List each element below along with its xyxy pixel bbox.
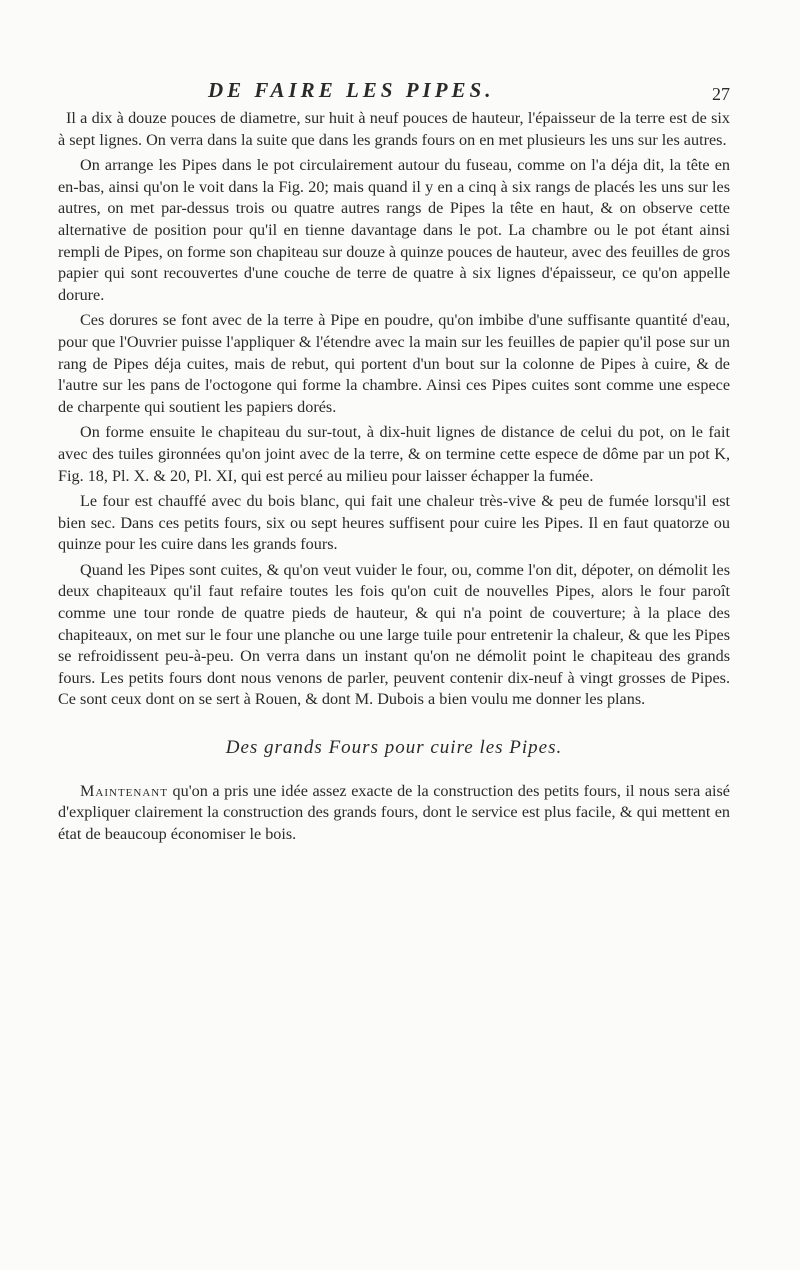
running-title: DE FAIRE LES PIPES. xyxy=(208,78,495,102)
page-number: 27 xyxy=(712,84,730,104)
running-header xyxy=(60,78,730,108)
section-paragraph-text: qu'on a pris une idée assez exacte de la construction des petits fours, il nous sera aisé d'expliquer clairement la construction des grands fours, dont le service est plus facile, & qui mettent en état de beaucoup économiser le bois. xyxy=(58,781,730,843)
section-lead-word: Maintenant xyxy=(80,781,168,800)
paragraph-3: Ces dorures se font avec de la terre à Pipe en poudre, qu'on imbibe d'une suffisante quantité d'eau, pour que l'Ouvrier puisse l'appliquer & l'étendre avec la main sur les feuilles de papier qu'il pose sur un rang de Pipes déja cuites, mais de rebut, qui portent d'un bout sur la colonne de Pipes à cuire, & de l'autre sur les pans de l'octogone qui forme la chambre. Ainsi ces Pipes cuites sont comme une espece de charpente qui soutient les papiers dorés. xyxy=(58,311,730,416)
paragraph-2: On arrange les Pipes dans le pot circulairement autour du fuseau, comme on l'a déja dit, la tête en en-bas, ainsi qu'on le voit dans la Fig. 20; mais quand il y en a cinq à six rangs de placés les uns sur les autres, on met par-dessus trois ou quatre autres rangs de Pipes la tête en haut, & on observe cette alternative de position pour qu'il en tienne davantage dans le pot. La chambre ou le pot étant ainsi rempli de Pipes, on forme son chapiteau sur douze à quinze pouces de hauteur, avec des feuilles de gros papier qui sont recouvertes d'une couche de terre de quatre à six lignes d'épaisseur, ce qu'on appelle dorure. xyxy=(58,156,730,304)
paragraph-4: On forme ensuite le chapiteau du sur-tout, à dix-huit lignes de distance de celui du pot, on le fait avec des tuiles gironnées qu'on joint avec de la terre, & on termine cette espece de dôme par un pot K, Fig. 18, Pl. X. & 20, Pl. XI, qui est percé au milieu pour laisser échapper la fumée. xyxy=(58,423,730,485)
body-text xyxy=(58,108,730,849)
section-heading: Des grands Fours pour cuire les Pipes. xyxy=(225,737,563,759)
paragraph-6: Quand les Pipes sont cuites, & qu'on veut vuider le four, ou, comme l'on dit, dépoter, on démolit les deux chapiteaux qu'il faut refaire toutes les fois qu'on cuit de nouvelles Pipes, alors le four paroît comme une tour ronde de quatre pieds de hauteur, & qui n'a point de couverture; à la place des chapiteaux, on met sur le four une planche ou une large tuile pour entretenir la chaleur, & que les Pipes se refroidissent peu-à-peu. On verra dans un instant qu'on ne démolit point le chapiteau des grands fours. Les petits fours dont nous venons de parler, peuvent contenir dix-neuf à vingt grosses de Pipes. Ce sont ceux dont on se sert à Rouen, & dont M. Dubois a bien voulu me donner les plans. xyxy=(58,560,730,709)
paragraph-1: Il a dix à douze pouces de diametre, sur huit à neuf pouces de hauteur, l'épaisseur de la terre est de six à sept lignes. On verra dans la suite que dans les grands fours on en met plusieurs les uns sur les autres. xyxy=(58,109,730,149)
paragraph-5: Le four est chauffé avec du bois blanc, qui fait une chaleur très-vive & peu de fumée lorsqu'il est bien sec. Dans ces petits fours, six ou sept heures suffisent pour cuire les Pipes. Il en faut quatorze ou quinze pour les cuire dans les grands fours. xyxy=(58,492,730,554)
section-paragraph xyxy=(58,781,730,846)
